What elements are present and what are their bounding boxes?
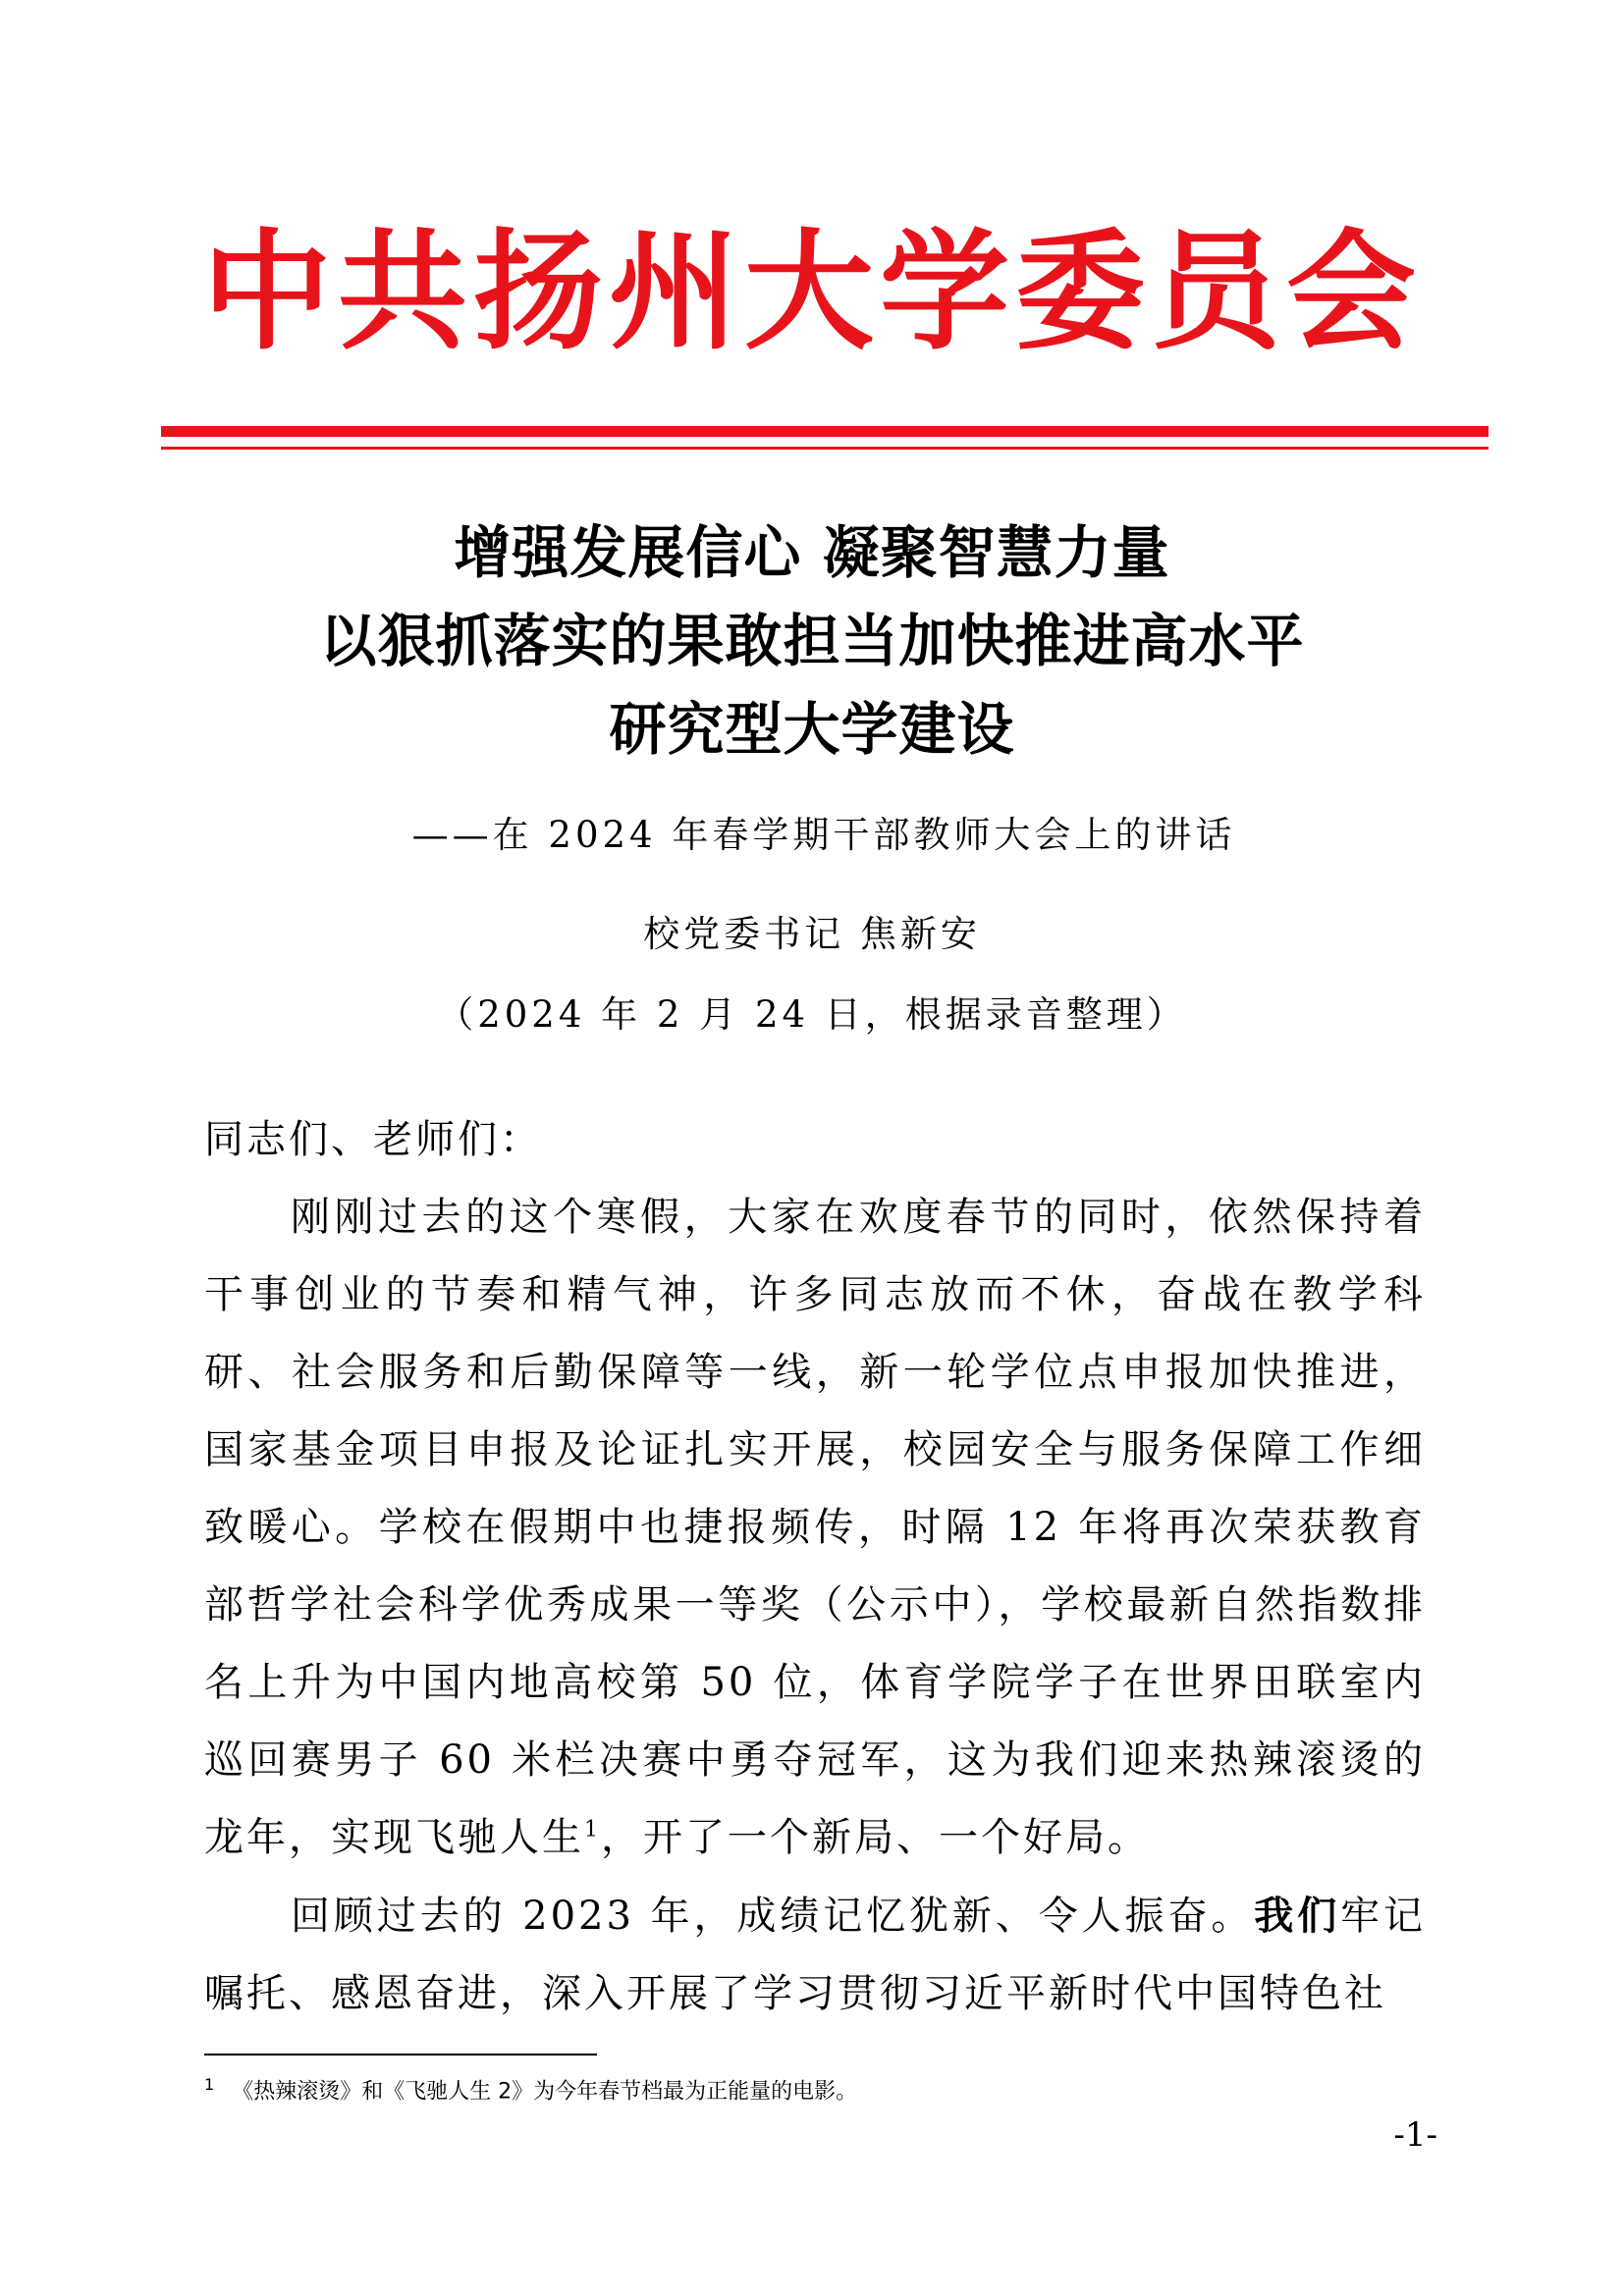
paragraph-2-bold: 我们 xyxy=(1254,1893,1341,1939)
masthead: 中共扬州大学委员会 xyxy=(202,216,1422,368)
footnote-number: 1 xyxy=(204,2075,215,2094)
footnote-divider xyxy=(204,2054,597,2056)
paragraph-1-text: 刚刚过去的这个寒假，大家在欢度春节的同时，依然保持着干事创业的节奏和精气神，许多同志放而不休，奋战在教学科研、社会服务和后勤保障等一线，新一轮学位点申报加快推进，国家基金项目申报及论证扎实开展，校园安全与服务保障工作细致暖心。学校在假期中也捷报频传，时隔 12 年将再次荣获教育部哲学社会科学优秀成果一等奖（公示中），学校最新自然指数排名上升为中国内地高校第 50 位，体育学院学子在世界田联室内巡回赛男子 60 米栏决赛中勇夺冠军，这为我们迎来热辣滚烫的龙年，实现飞驰人生 xyxy=(204,1195,1426,1860)
footnote xyxy=(204,2067,1426,2109)
paragraph-1-tail: ，开了一个新局、一个好局。 xyxy=(601,1815,1150,1860)
footnote-text: 《热辣滚烫》和《飞驰人生 2》为今年春节档最为正能量的电影。 xyxy=(232,2079,858,2105)
paragraph-1 xyxy=(204,1179,1426,1877)
paragraph-2-lead: 回顾过去的 2023 年，成绩记忆犹新、令人振奋。 xyxy=(291,1894,1255,1939)
masthead-rule-thin xyxy=(161,447,1489,450)
salutation: 同志们、老师们： xyxy=(204,1117,542,1162)
subtitle-occasion: ——在 2024 年春学期干部教师大会上的讲话 xyxy=(411,814,1236,856)
paragraph-2 xyxy=(204,1877,1426,2033)
masthead-rule-thick xyxy=(161,426,1489,437)
page-number: -1- xyxy=(1393,2115,1437,2155)
paragraph-2-rest: 牢记嘱托、感恩奋进，深入开展了学习贯彻习近平新时代中国特色社 xyxy=(204,1894,1427,2016)
title-line-1: 增强发展信心 凝聚智慧力量 xyxy=(454,519,1170,586)
title-line-2: 以狠抓落实的果敢担当加快推进高水平 xyxy=(319,608,1305,674)
subtitle-date: （2024 年 2 月 24 日，根据录音整理） xyxy=(437,993,1187,1036)
subtitle-speaker: 校党委书记 焦新安 xyxy=(643,913,981,955)
title-line-3: 研究型大学建设 xyxy=(609,696,1015,763)
footnote-ref[interactable]: 1 xyxy=(584,1817,601,1842)
